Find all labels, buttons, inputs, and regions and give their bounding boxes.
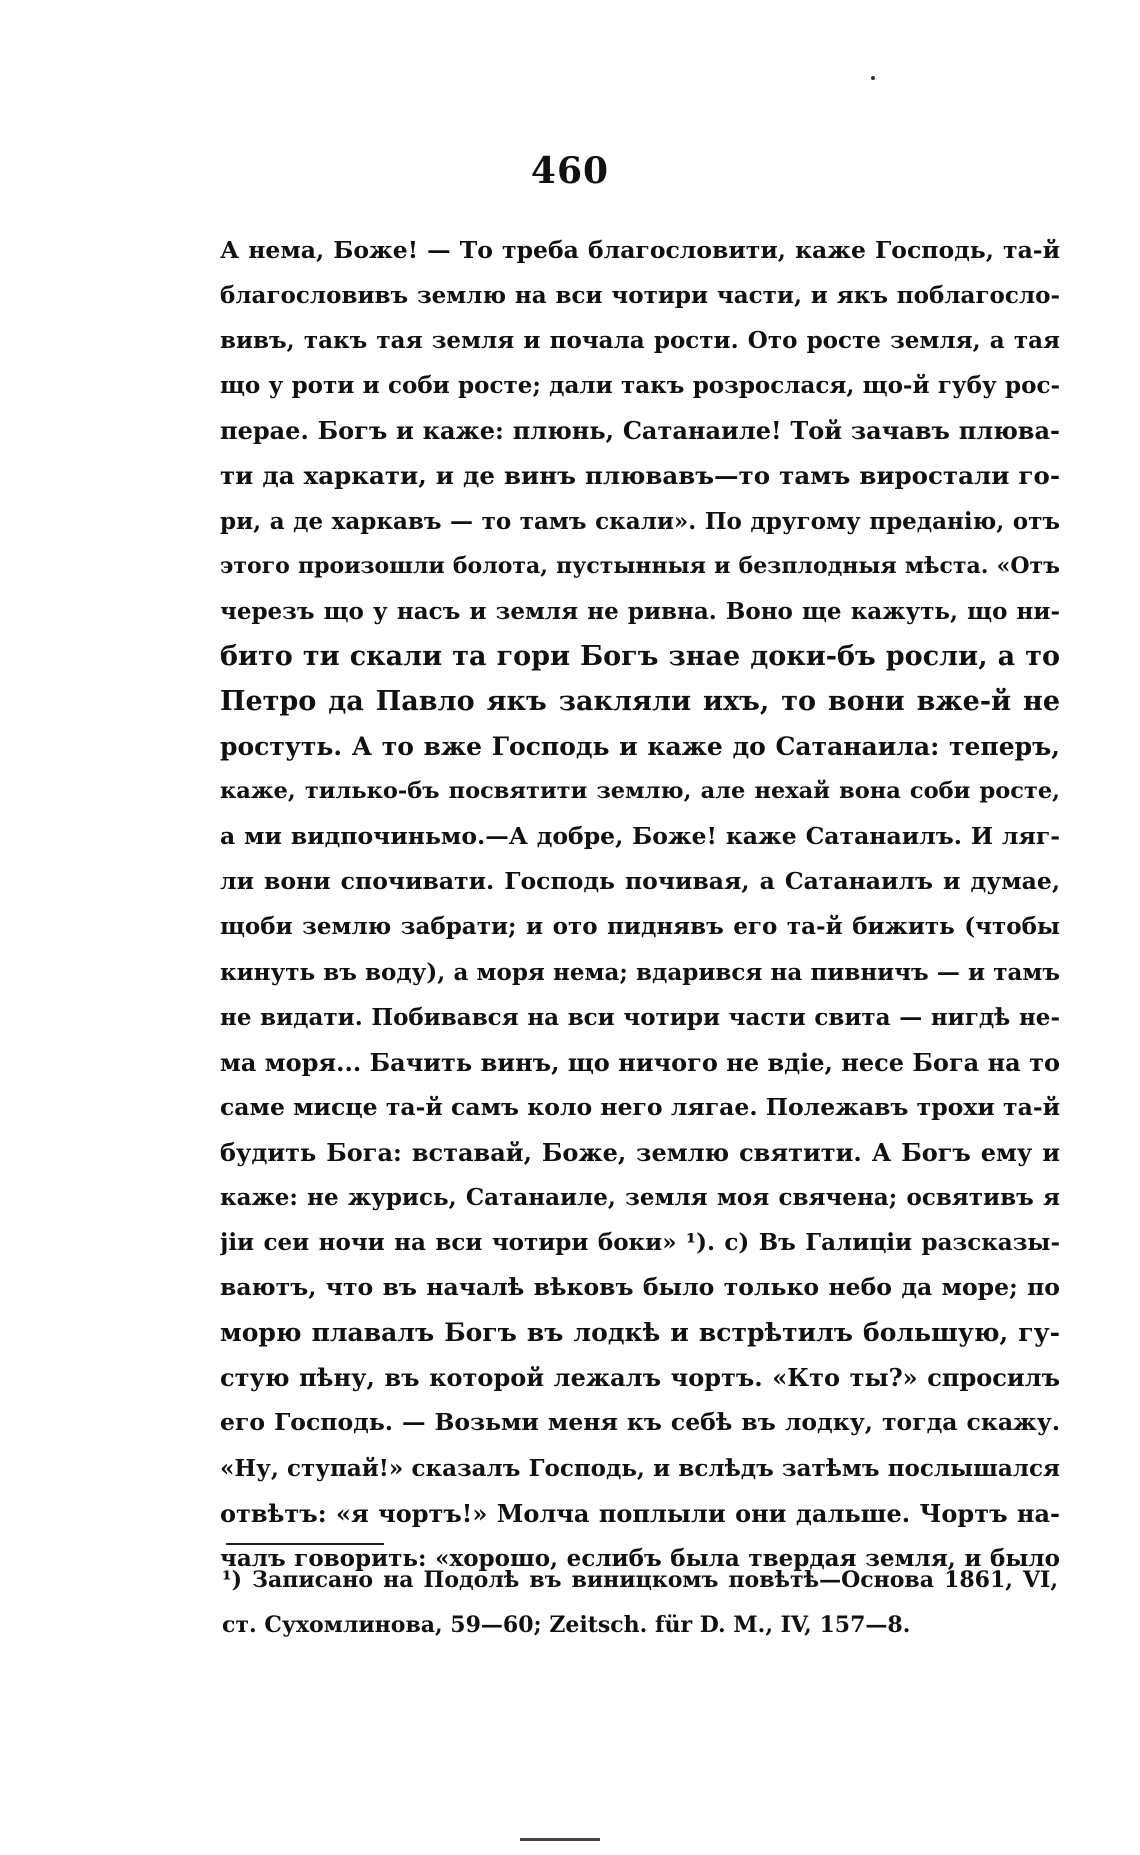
text-line: ваютъ, что въ началѣ вѣковъ было только небо да море; по xyxy=(220,1273,1060,1302)
text-line: а ми видпочиньмо.—А добре, Боже! каже Сатанаилъ. И ляг- xyxy=(220,822,1060,851)
ink-speck xyxy=(871,76,875,80)
text-line: «Ну, ступай!» сказалъ Господь, и вслѣдъ затѣмъ послышался xyxy=(220,1454,1060,1482)
text-line: що у роти и соби росте; дали такъ розрослася, що-й губу рос- xyxy=(220,372,1060,400)
text-line: стую пѣну, въ которой лежалъ чортъ. «Кто ты?» спросилъ xyxy=(220,1363,1060,1393)
text-line: каже, тилько-бъ посвятити землю, але нехай вона соби росте, xyxy=(220,778,1060,805)
text-line: перае. Богъ и каже: плюнь, Сатанаиле! Той зачавъ плюва- xyxy=(220,416,1060,446)
text-line: саме мисце та-й самъ коло него лягае. Полежавъ трохи та-й xyxy=(220,1092,1060,1121)
text-line: будить Бога: вставай, Боже, землю святити. А Богъ ему и xyxy=(220,1137,1060,1167)
text-line: отвѣтъ: «я чортъ!» Молча поплыли они дальше. Чортъ на- xyxy=(220,1498,1060,1528)
text-line: вивъ, такъ тая земля и почала рости. Ото росте земля, а тая xyxy=(220,327,1060,355)
text-line: благословивъ землю на вси чотири части, и якъ поблагосло- xyxy=(220,282,1060,310)
text-line: ти да харкати, и де винъ плювавъ—то тамъ виростали го- xyxy=(220,461,1060,491)
text-line: черезъ що у насъ и земля не ривна. Воно ще кажуть, що ни- xyxy=(220,597,1060,625)
text-line: ростуть. А то вже Господь и каже до Сатанаила: теперъ, xyxy=(220,732,1060,762)
text-line: не видати. Побивався на вси чотири части свита — нигдѣ не- xyxy=(220,1003,1060,1031)
footnotes xyxy=(222,1558,1058,1648)
footnote-line: ¹) Записано на Подолѣ въ виницкомъ повѣтѣ—Основа 1861, VI, xyxy=(222,1567,1058,1593)
text-line: морю плавалъ Богъ въ лодкѣ и встрѣтилъ большую, гу- xyxy=(220,1318,1060,1348)
text-line: каже: не журись, Сатанаиле, земля моя свячена; освятивъ я xyxy=(220,1183,1060,1211)
page-number: 460 xyxy=(530,150,610,192)
footnote-divider xyxy=(226,1543,384,1545)
footnote-line: ст. Сухомлинова, 59—60; Zeitsch. für D. M., IV, 157—8. xyxy=(222,1612,911,1638)
text-line: бито ти скали та гори Богъ знае доки-бъ росли, а то xyxy=(220,640,1060,672)
text-line: Петро да Павло якъ закляли ихъ, то вони вже-й не xyxy=(220,685,1060,717)
text-line: щоби землю забрати; и ото пиднявъ его та-й бижить (чтобы xyxy=(220,913,1060,941)
text-line: јіи сеи ночи на вси чотири боки» ¹). с) Въ Галиціи разсказы- xyxy=(220,1229,1060,1257)
text-line: ли вони спочивати. Господь почивая, а Сатанаилъ и думае, xyxy=(220,867,1060,896)
text-line: его Господь. — Возьми меня къ себѣ въ лодку, тогда скажу. xyxy=(220,1408,1060,1437)
text-line: ма моря... Бачить винъ, що ничого не вдіе, несе Бога на то xyxy=(220,1047,1060,1077)
page-bottom-mark xyxy=(520,1838,600,1841)
text-line: кинуть въ воду), а моря нема; вдарився на пивничъ — и тамъ xyxy=(220,958,1060,986)
body-text xyxy=(220,228,1060,1581)
text-line: чалъ говорить: «хорошо, еслибъ была твердая земля, и было xyxy=(220,1544,1060,1572)
text-line: А нема, Боже! — То треба благословити, каже Господь, та-й xyxy=(220,236,1060,264)
text-line: этого произошли болота, пустынныя и безплодныя мѣста. «Отъ xyxy=(220,552,1060,579)
text-line: ри, а де харкавъ — то тамъ скали». По другому преданію, отъ xyxy=(220,507,1060,535)
